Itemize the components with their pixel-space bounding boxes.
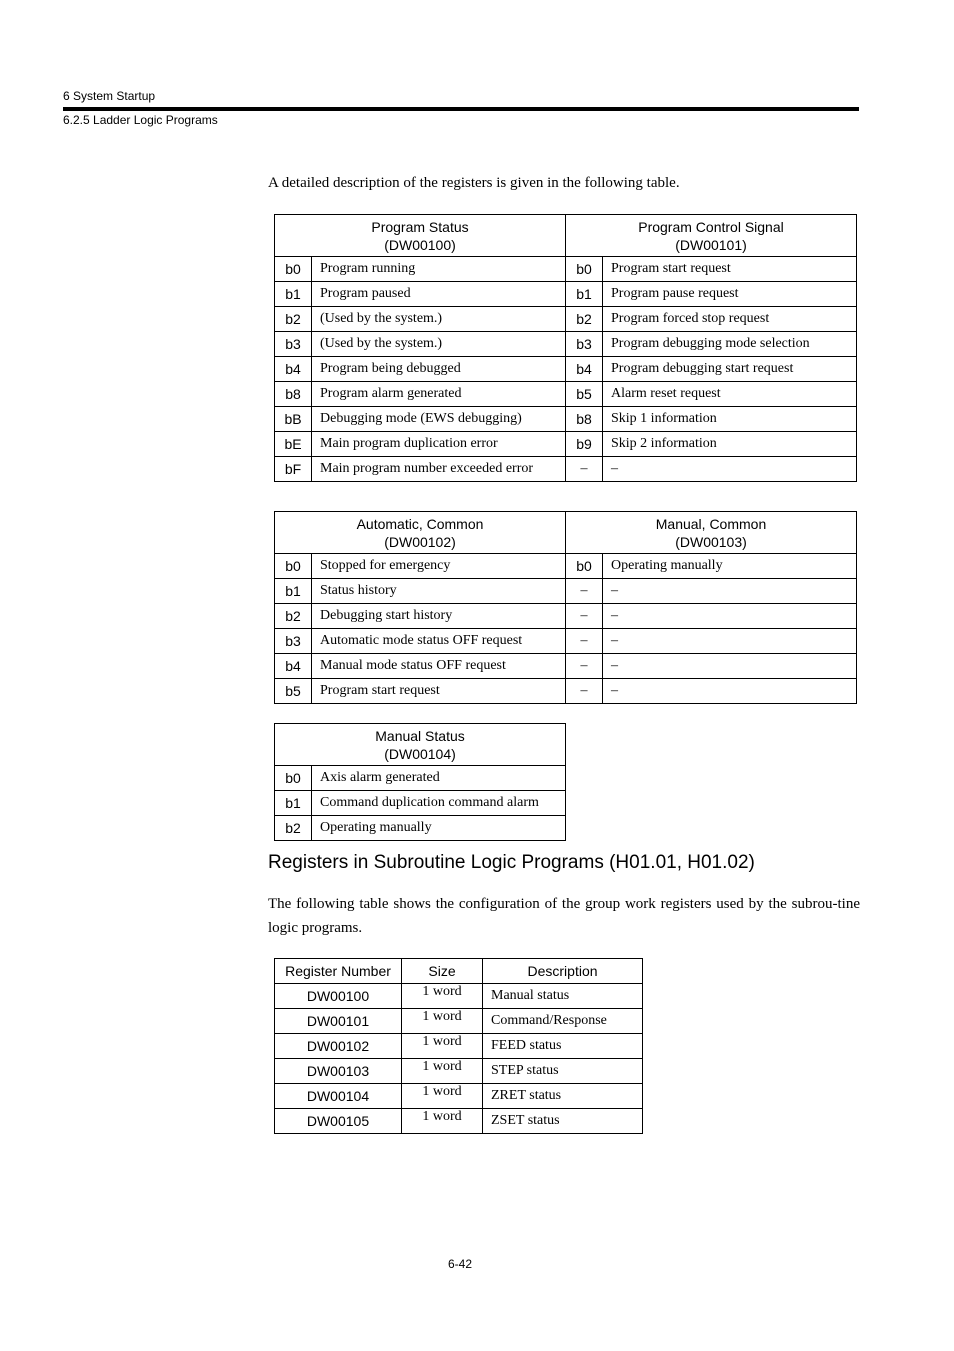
manual-status-header: Manual Status (DW00104) [275,724,566,766]
bit-cell: b4 [566,357,603,382]
description-cell: Main program duplication error [312,432,566,457]
size-cell: 1 word [402,1084,483,1109]
bit-cell: b0 [275,257,312,282]
bit-cell: b2 [275,816,312,841]
bit-cell: b4 [275,357,312,382]
bit-cell: b2 [275,604,312,629]
bit-cell: b2 [275,307,312,332]
description-cell: Manual mode status OFF request [312,654,566,679]
automatic-common-header: Automatic, Common (DW00102) [275,512,566,554]
size-cell: 1 word [402,984,483,1009]
bit-cell: b1 [275,282,312,307]
table-row [275,1109,643,1134]
col-size: Size [402,959,483,984]
bit-cell: – [566,654,603,679]
bit-cell: – [566,457,603,482]
table-row [275,1034,643,1059]
table-row [275,1084,643,1109]
description-cell: STEP status [483,1059,643,1084]
size-cell: 1 word [402,1059,483,1084]
table-row [275,357,857,382]
description-cell: Program being debugged [312,357,566,382]
description-cell: ZSET status [483,1109,643,1134]
manual-status-table [274,723,566,841]
description-cell: Debugging mode (EWS debugging) [312,407,566,432]
bit-cell: b4 [275,654,312,679]
chapter-header: 6 System Startup [63,89,156,103]
description-cell: Main program number exceeded error [312,457,566,482]
table-row [275,791,566,816]
table-row [275,382,857,407]
description-cell: ZRET status [483,1084,643,1109]
section-header: 6.2.5 Ladder Logic Programs [63,113,218,127]
table-row [275,432,857,457]
table-row [275,1059,643,1084]
description-cell: – [603,579,857,604]
description-cell: Automatic mode status OFF request [312,629,566,654]
description-cell: Command/Response [483,1009,643,1034]
table-row [275,457,857,482]
register-number-cell: DW00102 [275,1034,402,1059]
bit-cell: – [566,679,603,704]
bit-cell: b8 [566,407,603,432]
size-cell: 1 word [402,1109,483,1134]
description-cell: Program pause request [603,282,857,307]
description-cell: Program alarm generated [312,382,566,407]
col-description: Description [483,959,643,984]
program-control-header: Program Control Signal (DW00101) [566,215,857,257]
description-cell: Program debugging mode selection [603,332,857,357]
description-cell: – [603,604,857,629]
table-row [275,984,643,1009]
table-row [275,679,857,704]
register-number-cell: DW00103 [275,1059,402,1084]
bit-cell: b0 [275,766,312,791]
table-row [275,629,857,654]
description-cell: Manual status [483,984,643,1009]
bit-cell: – [566,629,603,654]
table-row [275,816,566,841]
description-cell: Axis alarm generated [312,766,566,791]
description-cell: Program start request [312,679,566,704]
table-row [275,579,857,604]
description-cell: Program debugging start request [603,357,857,382]
register-number-cell: DW00100 [275,984,402,1009]
bit-cell: bF [275,457,312,482]
header-rule [63,107,859,111]
bit-cell: b9 [566,432,603,457]
description-cell: Operating manually [312,816,566,841]
description-cell: (Used by the system.) [312,307,566,332]
bit-cell: bB [275,407,312,432]
size-cell: 1 word [402,1034,483,1059]
description-cell: Skip 2 information [603,432,857,457]
bit-cell: b0 [566,257,603,282]
description-cell: Program forced stop request [603,307,857,332]
register-config-table [274,958,643,1134]
program-status-table [274,214,857,482]
table-row [275,604,857,629]
description-cell: – [603,629,857,654]
description-cell: – [603,457,857,482]
bit-cell: b3 [275,629,312,654]
bit-cell: – [566,604,603,629]
table-row [275,766,566,791]
bit-cell: b0 [566,554,603,579]
register-number-cell: DW00105 [275,1109,402,1134]
description-cell: Alarm reset request [603,382,857,407]
register-number-cell: DW00101 [275,1009,402,1034]
manual-common-header: Manual, Common (DW00103) [566,512,857,554]
description-cell: Status history [312,579,566,604]
page-number: 6-42 [448,1257,473,1271]
table-row [275,407,857,432]
bit-cell: bE [275,432,312,457]
automatic-manual-common-table [274,511,857,704]
program-status-header: Program Status (DW00100) [275,215,566,257]
description-cell: Program running [312,257,566,282]
description-cell: Program paused [312,282,566,307]
bit-cell: b5 [275,679,312,704]
bit-cell: b3 [275,332,312,357]
table-row [275,1009,643,1034]
bit-cell: b1 [275,579,312,604]
description-cell: – [603,654,857,679]
table-row [275,654,857,679]
bit-cell: – [566,579,603,604]
description-cell: Debugging start history [312,604,566,629]
description-cell: Skip 1 information [603,407,857,432]
bit-cell: b0 [275,554,312,579]
description-cell: Command duplication command alarm [312,791,566,816]
col-register-number: Register Number [275,959,402,984]
table-row [275,332,857,357]
bit-cell: b2 [566,307,603,332]
intro-text: A detailed description of the registers is given in the following table. [268,175,680,191]
bit-cell: b1 [275,791,312,816]
table-row [275,282,857,307]
table-row [275,307,857,332]
size-cell: 1 word [402,1009,483,1034]
register-number-cell: DW00104 [275,1084,402,1109]
table-row [275,257,857,282]
bit-cell: b5 [566,382,603,407]
description-cell: FEED status [483,1034,643,1059]
description-cell: Operating manually [603,554,857,579]
description-cell: Program start request [603,257,857,282]
bit-cell: b8 [275,382,312,407]
description-cell: – [603,679,857,704]
table-row [275,554,857,579]
bit-cell: b3 [566,332,603,357]
section-heading: Registers in Subroutine Logic Programs (H01.01, H01.02) [268,852,755,873]
description-cell: Stopped for emergency [312,554,566,579]
description-cell: (Used by the system.) [312,332,566,357]
section-paragraph: The following table shows the configuration of the group work registers used by the subrou-tine logic programs. [268,896,860,936]
bit-cell: b1 [566,282,603,307]
